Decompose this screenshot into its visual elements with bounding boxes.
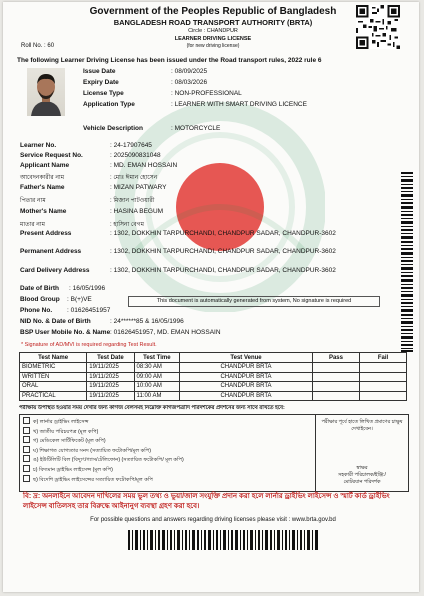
bsp-user-value: : 01626451957, MD. EMAN HOSSAIN [110, 329, 221, 336]
applicant-name-bn-label: আবেদনকারীর নাম [20, 175, 65, 181]
checkbox[interactable] [23, 465, 30, 472]
mother-name-bn-label: মাতার নাম [20, 222, 45, 228]
service-request-value: : 2025090831048 [110, 152, 161, 159]
test-date: 19/11/2025 [87, 363, 134, 373]
phone-value: : 01626451957 [67, 307, 111, 314]
divider [315, 415, 316, 491]
license-document [3, 2, 419, 592]
checkbox[interactable] [23, 475, 30, 482]
father-name-value: : MIZAN PATWARY [110, 184, 167, 191]
test-fail [360, 363, 407, 373]
test-pass [312, 382, 359, 392]
test-date: 19/11/2025 [87, 382, 134, 392]
learner-no-label: Learner No. [20, 142, 57, 149]
roll-value: 60 [47, 43, 55, 49]
required-documents-box [19, 414, 409, 492]
list-item: খ) জাতীয় পরিচয়পত্র (মূল কপি) [23, 427, 313, 437]
list-item: ঘ) শিক্ষাগত যোগ্যতার সনদ (সত্যায়িত ফটোকপি/মূল কপি) [23, 446, 313, 456]
required-documents-list [23, 417, 313, 484]
application-type-label: Application Type [83, 101, 135, 108]
issue-date-label: Issue Date [83, 68, 116, 75]
signature-requirement-note: * Signature of AD/MVI is required regarding Test Result. [21, 342, 157, 348]
warning-note: বি: দ্র: অনলাইনে আবেদন দাখিলের সময় ভুল তথ্য ও ভুয়া/জাল সংযুক্তি প্রদান করা হলে লার্নার ড্রাইভিং লাইসেন্স ও স্মার্ট কার্ড ড্রাইভিং লাইসেন্স বাতিলসহ তার বিরুদ্ধে আইনানুগ ব্যবস্থা গ্রহণ করা হবে। [23, 493, 390, 510]
checkbox[interactable] [23, 427, 30, 434]
col-test-time: Test Time [134, 353, 180, 363]
mother-name-bn-value: : হাসিনা বেগম [110, 222, 144, 228]
list-item: গ) মেডিকেল সার্টিফিকেট (মূল কপি) [23, 436, 313, 446]
checkbox[interactable] [23, 417, 30, 424]
test-fail [360, 372, 407, 382]
card-delivery-address-value: : 1302, DOKKHIN TARPURCHANDI, CHANDPUR SADAR, CHANDPUR-3602 [110, 267, 336, 274]
father-name-bn-label: পিতার নাম [20, 198, 46, 204]
test-time: 10:00 AM [134, 382, 180, 392]
list-item: ঙ) ইউটিলিটি বিল (বিদ্যুৎ/গ্যাস/টেলিফোন) (সত্যায়িত ফটোকপি/ মূল কপি) [23, 455, 313, 465]
brta-watermark-emblem [115, 102, 325, 312]
test-pass [312, 372, 359, 382]
test-venue: CHANDPUR BRTA [180, 391, 313, 401]
vertical-barcode-icon [401, 172, 413, 352]
officer-signature-block [320, 465, 404, 486]
license-type-value: : NON-PROFESSIONAL [171, 90, 242, 97]
document-subtitle: (for new driving license) [186, 43, 240, 49]
permanent-address-value: : 1302, DOKKHIN TARPURCHANDI, CHANDPUR SADAR, CHANDPUR-3602 [110, 248, 336, 255]
nid-value: : 24******85 & 16/05/1996 [110, 318, 184, 325]
nid-label: NID No. & Date of Birth [20, 318, 91, 325]
qr-code-icon [356, 5, 400, 49]
applicant-name-bn-value: : মোঃ ঈমান হোসেন [110, 175, 158, 181]
father-name-bn-value: : মিজান পাটওয়ারী [110, 198, 155, 204]
learner-no-value: : 24-17907645 [110, 142, 152, 149]
list-item: ক) লার্নার ড্রাইভিং লাইসেন্স [23, 417, 313, 427]
test-name: PRACTICAL [20, 391, 87, 401]
footer-website-note: For possible questions and answers regarding driving licenses please visit : www.brta.gov.bd [90, 517, 336, 523]
table-row [20, 363, 407, 373]
mother-name-value: : HASINA BEGUM [110, 208, 164, 215]
applicant-photo [27, 68, 65, 116]
test-name: BIOMETRIC [20, 363, 87, 373]
test-time: 08:30 AM [134, 363, 180, 373]
checkbox[interactable] [23, 436, 30, 443]
col-test-date: Test Date [87, 353, 134, 363]
signature-label: স্বাক্ষর [356, 465, 368, 471]
mother-name-label: Mother's Name [20, 208, 67, 215]
list-item: চ) বিদ্যমান ড্রাইভিং লাইসেন্স (মূল কপি) [23, 465, 313, 475]
circle-value: CHANDPUR [206, 28, 238, 34]
officer-title-2: মোটরযান পরিদর্শক [343, 479, 381, 485]
col-pass: Pass [312, 353, 359, 363]
date-of-birth-value: : 16/05/1996 [69, 285, 106, 292]
blood-group-label: Blood Group [20, 296, 60, 303]
permanent-address-label: Permanent Address [20, 248, 82, 255]
test-venue: CHANDPUR BRTA [180, 372, 313, 382]
phone-label: Phone No. [20, 307, 53, 314]
roll-number: Roll No. : 60 [21, 43, 55, 49]
license-type-label: License Type [83, 90, 124, 97]
present-address-value: : 1302, DOKKHIN TARPURCHANDI, CHANDPUR SADAR, CHANDPUR-3602 [110, 230, 336, 237]
table-row [20, 372, 407, 382]
applicant-name-value: : MD. EMAN HOSSAIN [110, 162, 178, 169]
col-test-venue: Test Venue [180, 353, 313, 363]
test-venue: CHANDPUR BRTA [180, 363, 313, 373]
vehicle-description-value: : MOTORCYCLE [171, 125, 221, 132]
test-pass [312, 391, 359, 401]
col-fail: Fail [360, 353, 407, 363]
card-delivery-address-label: Card Delivery Address [20, 267, 90, 274]
test-venue: CHANDPUR BRTA [180, 382, 313, 392]
list-item: ছ) বিদেশি ড্রাইভিং লাইসেন্সের সত্যায়িত ফটোকপি/মূল কপি [23, 475, 313, 485]
expiry-date-value: : 08/03/2026 [171, 79, 208, 86]
test-schedule-table [19, 352, 407, 401]
authority-name: BANGLADESH ROAD TRANSPORT AUTHORITY (BRTA) [113, 18, 313, 27]
document-title: LEARNER DRIVING LICENSE [174, 36, 252, 42]
service-request-label: Service Request No. [20, 152, 83, 159]
table-row [20, 382, 407, 392]
present-address-label: Present Address [20, 230, 72, 237]
test-name: WRITTEN [20, 372, 87, 382]
barcode-icon [128, 530, 318, 550]
applicant-name-label: Applicant Name [20, 162, 70, 169]
checkbox[interactable] [23, 455, 30, 462]
officer-title: সহকারী পরিচালক/ইঞ্জি:/ [338, 472, 386, 478]
documents-heading: পরীক্ষায় উপস্থিত হওয়ার সময় দেখার জন্য কাগজ বেলসমহ নিম্নোক্ত কাগজপত্রাদি পরিদর্শকের প্রদর্শনের জন্য সাথে রাখতে হবে: [19, 405, 285, 411]
intro-statement: The following Learner Driving License has been issued under the Road transport rules, 2022 rule 6 [17, 57, 322, 64]
col-test-name: Test Name [20, 353, 87, 363]
government-title: Government of the Peoples Republic of Bangladesh [89, 6, 337, 17]
checkbox[interactable] [23, 446, 30, 453]
date-of-birth-label: Date of Birth [20, 285, 59, 292]
test-time: 11:00 AM [134, 391, 180, 401]
system-generated-notice: This document is automatically generated from system, No signature is required [128, 296, 380, 307]
father-name-label: Father's Name [20, 184, 65, 191]
table-header-row [20, 353, 407, 363]
vehicle-description-label: Vehicle Description [83, 125, 143, 132]
expiry-date-label: Expiry Date [83, 79, 119, 86]
test-date: 19/11/2025 [87, 391, 134, 401]
exam-instruction-note: পরীক্ষার পূর্বে হাতে লিখিত প্রমাণের চাক্ষুষ দেখাইবেন। [321, 419, 403, 432]
test-fail [360, 391, 407, 401]
application-type-value: : LEARNER WITH SMART DRIVING LICENCE [171, 101, 307, 108]
bsp-user-label: BSP User Mobile No. & Name [20, 329, 111, 336]
test-name: ORAL [20, 382, 87, 392]
test-fail [360, 382, 407, 392]
circle-line: Circle : CHANDPUR [188, 28, 238, 34]
table-row [20, 391, 407, 401]
test-time: 09:00 AM [134, 372, 180, 382]
issue-date-value: : 08/09/2025 [171, 68, 208, 75]
test-date: 19/11/2025 [87, 372, 134, 382]
blood-group-value: : B(+)VE [67, 296, 92, 303]
test-pass [312, 363, 359, 373]
